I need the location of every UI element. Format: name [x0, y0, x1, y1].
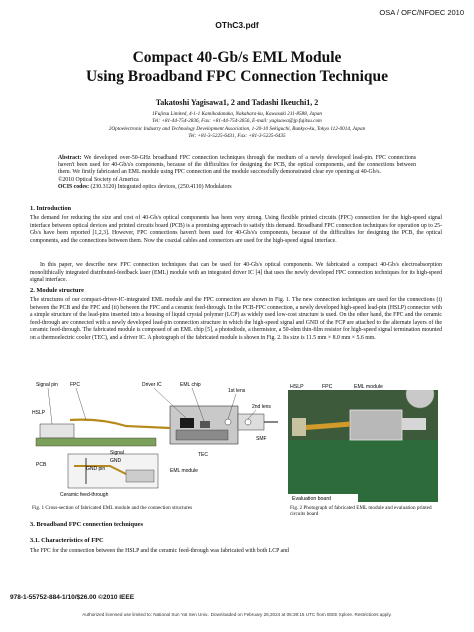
label-eml-module: EML module	[170, 468, 198, 474]
label-hslp: HSLP	[32, 410, 46, 416]
label-signal: Signal	[110, 450, 124, 456]
abstract-label: Abstract:	[58, 155, 82, 161]
affiliation-2	[30, 126, 444, 140]
affiliation-2-line-1: 2Optoelectronic Industry and Technology Development Association, 1-20-10 Sekiguchi, Bunkyo-ku, Tokyo 112-0014, Japan	[108, 126, 366, 132]
label-hslp: HSLP	[290, 384, 304, 390]
paper-title	[20, 48, 454, 86]
evaluation-board-area	[288, 440, 438, 502]
fiber-port-photo	[402, 418, 426, 430]
hslp-photo	[292, 418, 306, 436]
fpc-paragraph: The FPC for the connection between the HSLP and the ceramic feed-through was fabricated with both LCP and	[30, 548, 289, 554]
fpc-strip	[70, 420, 170, 428]
conference-header: OSA / OFC/NFOEC 2010	[379, 8, 464, 17]
leader-line	[48, 388, 52, 424]
label-pcb: PCB	[36, 462, 47, 468]
affiliation-1	[30, 111, 444, 125]
label-gnd-pin: GND pin	[86, 466, 106, 472]
affiliation-1-line-2: Tel: +81-44-754-2836, Fax: +81-44-754-2656, E-mail: yagisawa@jp.fujitsu.com	[152, 117, 322, 124]
label-eml-module: EML module	[354, 384, 383, 390]
section-heading-fpc-techniques: 3. Broadband FPC connection techniques	[30, 521, 143, 528]
module-structure-paragraph: The structures of our compact-driver-IC-integrated EML module and the FPC connection are shown in Fig. 1. The new connection techniques are used for the connections (i) between the PCB and the FPC and (ii) between the FPC and a ceramic feed-through. In the PCB-FPC connection, a newly developed high-speed lead-pin (HSLP) connector with a simple structure of the lead-pins inserted into a housing of liquid crystal polymer (LCP) as widely used low-cost structure is used. On the other hand, the FPC and the ceramic feed-through are connected with a newly developed lead-pin connection structure in which the high-speed signal and GND of the FCP are attached to the alternate layers of the ceramic feed-through. The fabricated module is composed of an EML chip [5], a photodiode, a thermistor, a 50-ohm thin-film resistor for high-speed signal termination mounted on a thermoelectric cooler (TEC), and a driver IC. A photograph of the fabricated module is shown in Fig. 2. Its size is 11.5 mm × 8.0 mm × 5.6 mm.	[30, 297, 442, 341]
copyright: ©2010 Optical Society of America	[58, 176, 139, 183]
abstract-body: We developed over-50-GHz broadband FPC connection techniques through the medium of a newly developed lead-pin. FPC connections haven't been used for 40-Gb/s's components, because of the difficulties for designing the PCB, the optical components, and the connections between them. We firstly fabricated an EML module using FPC connection and the module successfully demonstrated clear eye opening at 40-Gb/s.	[58, 155, 416, 176]
label-first-lens: 1st lens	[228, 388, 246, 394]
label-second-lens: 2nd lens	[252, 404, 271, 410]
file-label: OThC3.pdf	[215, 20, 259, 30]
introduction-paragraph-2: In this paper, we describe new FPC connection techniques that can be used for 40-Gb/s optical components. We fabricated a compact 40-Gb/s electroabsorption monolithically integrated distributed-feedback laser (EML) module with an integrated driver IC [4] that uses the newly developed FPC connection techniques for its high-speed signal interface.	[30, 262, 442, 284]
label-gnd: GND	[110, 458, 122, 464]
label-ceramic-feed-through: Ceramic feed-through	[60, 492, 109, 498]
label-driver-ic: Driver IC	[142, 382, 162, 388]
figure-1	[30, 378, 280, 500]
label-fpc: FPC	[322, 384, 333, 390]
figure-1-diagram	[30, 378, 280, 500]
figure-1-caption: Fig. 1 Cross-section of fabricated EML module and the connection structures	[32, 505, 193, 511]
second-lens-shape	[245, 419, 251, 425]
license-footer: Authorized licensed use limited to: National Sun Yat Sen Univ.. Downloaded on February 28,2024 at 05:39:15 UTC from IEEE Xplore. Restrictions apply.	[82, 612, 392, 617]
section-heading-module-structure: 2. Module structure	[30, 287, 85, 294]
eml-chip-block	[200, 421, 210, 428]
label-smf: SMF	[256, 436, 267, 442]
authors: Takatoshi Yagisawa1, 2 and Tadashi Ikeuchi1, 2	[155, 98, 319, 107]
ocis-codes: (230.3120) Integrated optics devices, (250.4110) Modulators	[89, 183, 232, 190]
figure-2	[288, 380, 438, 502]
label-evaluation-board: Evaluation board	[292, 496, 331, 502]
module-photo	[350, 410, 402, 440]
abstract	[58, 155, 416, 191]
leader-line	[76, 388, 86, 420]
figure-2-caption: Fig. 2 Photograph of fabricated EML module and evaluation printed circuits board	[290, 505, 432, 518]
section-heading-introduction: 1. Introduction	[30, 205, 72, 212]
hslp-body	[40, 424, 74, 438]
ocis-label: OCIS codes:	[58, 183, 90, 190]
label-fpc: FPC	[70, 382, 80, 388]
isbn-footer: 978-1-55752-884-1/10/$26.00 ©2010 IEEE	[10, 594, 135, 601]
title-line-1: Compact 40-Gb/s EML Module	[132, 49, 342, 66]
affiliation-2-line-2: Tel: +81-3-5225-6431, Fax: +81-3-5225-6435	[188, 132, 286, 139]
subsection-heading-fpc-characteristics: 3.1. Characteristics of FPC	[30, 537, 104, 544]
affiliation-1-line-1: 1Fujitsu Limited, 4-1-1 Kamikodanaka, Nakahara-ku, Kawasaki 211-8588, Japan	[151, 111, 323, 117]
pcb-board	[36, 438, 156, 446]
inset-feedthrough	[126, 470, 154, 482]
figure-2-photo	[288, 380, 438, 502]
driver-ic-block	[180, 418, 194, 428]
title-line-2: Using Broadband FPC Connection Technique	[85, 68, 389, 85]
first-lens-shape	[225, 419, 231, 425]
label-eml-chip: EML chip	[180, 382, 201, 388]
label-tec: TEC	[198, 452, 208, 458]
label-signal-pin: Signal pin	[36, 382, 58, 388]
tec-block	[176, 430, 228, 440]
introduction-paragraph-1: The demand for reducing the size and cost of 40-Gb/s optical components has been very strong. Using flexible printed circuits (FPC) connection for the high-speed signal interface between optical devices and printed circuits board (PCB) is a promising approach to satisfy this demand. Broadband FPC connection techniques for operation up to 25-Gb/s have been reported [1,2,3]. However, FPC connections haven't been used for 40-Gb/s's components, because of the difficulties for designing the PCB, the optical components, and the connections between them. Now the coaxial cables and connectors are used for the high-speed signal interface.	[30, 215, 442, 244]
